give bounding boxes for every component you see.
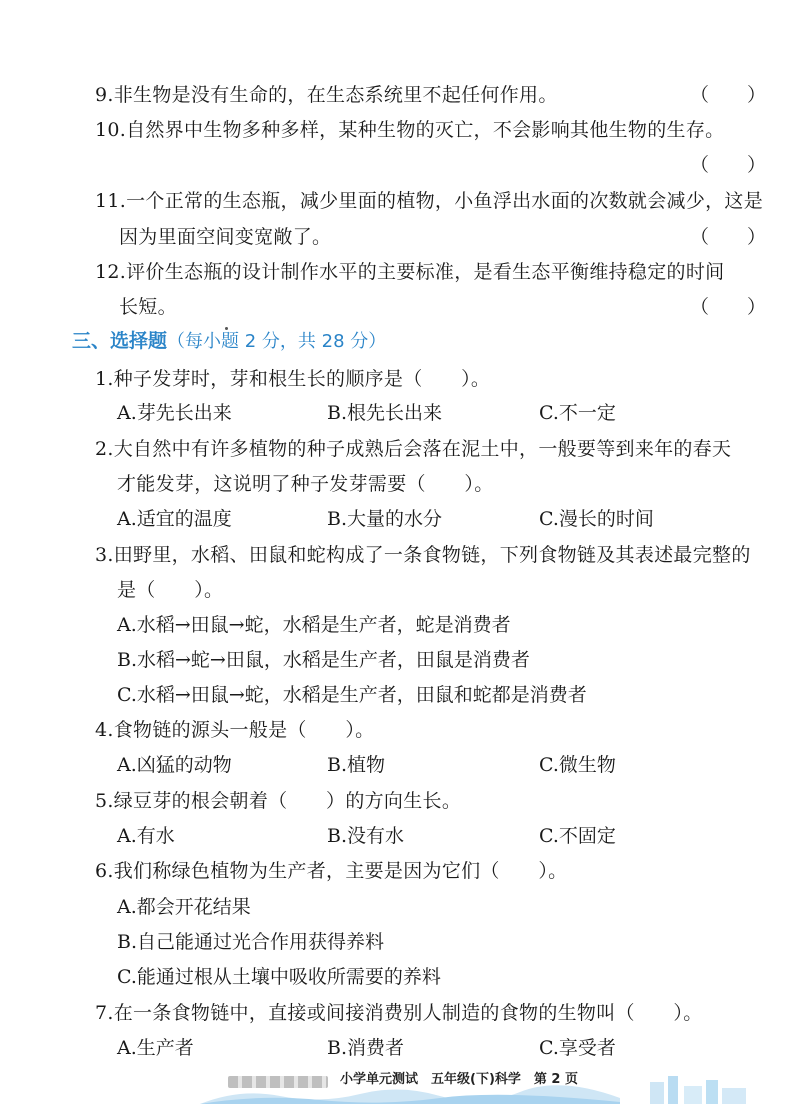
question-2-option-c: C.漫长的时间 (539, 508, 654, 530)
question-3-stem: 3.田野里，水稻、田鼠和蛇构成了一条食物链，下列食物链及其表述最完整的 (95, 544, 751, 566)
question-1-stem: 1.种子发芽时，芽和根生长的顺序是（ ）。 (95, 368, 491, 390)
page-footer (0, 1068, 798, 1104)
question-7-option-a: A.生产者 (117, 1037, 194, 1059)
question-5-option-a: A.有水 (117, 825, 175, 847)
question-1-option-c: C.不一定 (539, 402, 616, 424)
question-7-option-b: B.消费者 (327, 1037, 405, 1059)
question-5-stem: 5.绿豆芽的根会朝着（ ）的方向生长。 (95, 790, 462, 812)
section-title-text: 三、选择题 (72, 330, 168, 352)
question-6-option-a: A.都会开花结果 (117, 896, 251, 918)
question-3-option-a: A.水稻→田鼠→蛇，水稻是生产者，蛇是消费者 (117, 614, 511, 636)
question-5-option-b: B.没有水 (327, 825, 405, 847)
question-7-stem: 7.在一条食物链中，直接或间接消费别人制造的食物的生物叫（ ）。 (95, 1002, 703, 1024)
question-2-option-b: B.大量的水分 (327, 508, 443, 530)
footer-building-decoration (640, 1072, 760, 1104)
judgment-item-12-line2: 长短。 (119, 296, 177, 318)
question-2-stem: 2.大自然中有许多植物的种子成熟后会落在泥土中，一般要等到来年的春天 (95, 438, 732, 460)
footer-page-label: 小学单元测试 五年级(下)科学 第 2 页 (340, 1072, 578, 1087)
answer-paren-11: （ ） (690, 226, 767, 248)
judgment-item-11-line2: 因为里面空间变宽敞了。 (119, 226, 332, 248)
question-1-option-b: B.根先长出来 (327, 402, 443, 424)
question-7-option-c: C.享受者 (539, 1037, 616, 1059)
judgment-item-10: 10.自然界中生物多种多样，某种生物的灭亡，不会影响其他生物的生存。 (95, 119, 725, 141)
judgment-item-12: 12.评价生态瓶的设计制作水平的主要标准，是看生态平衡维持稳定的时间 (95, 261, 725, 283)
section-score-note: （每小题 2 分，共 28 分） (167, 331, 387, 352)
answer-paren-10: （ ） (690, 154, 767, 176)
question-4-stem: 4.食物链的源头一般是（ ）。 (95, 719, 375, 741)
answer-paren-12: （ ） (690, 296, 767, 318)
answer-paren-9: （ ） (690, 84, 767, 106)
question-4-option-a: A.凶猛的动物 (117, 754, 232, 776)
footer-blurred-barcode (228, 1076, 328, 1088)
question-4-option-b: B.植物 (327, 754, 386, 776)
question-6-option-b: B.自己能通过光合作用获得养料 (117, 931, 385, 953)
judgment-item-11: 11.一个正常的生态瓶，减少里面的植物，小鱼浮出水面的次数就会减少，这是 (95, 190, 764, 212)
section-title (72, 328, 386, 355)
question-3-option-c: C.水稻→田鼠→蛇，水稻是生产者，田鼠和蛇都是消费者 (117, 684, 587, 706)
question-2-option-a: A.适宜的温度 (117, 508, 232, 530)
question-3-stem-line2: 是（ ）。 (117, 579, 224, 601)
question-6-option-c: C.能通过根从土壤中吸收所需要的养料 (117, 966, 441, 988)
question-4-option-c: C.微生物 (539, 754, 616, 776)
question-5-option-c: C.不固定 (539, 825, 616, 847)
question-6-stem: 6.我们称绿色植物为生产者，主要是因为它们（ ）。 (95, 860, 568, 882)
question-2-stem-line2: 才能发芽，这说明了种子发芽需要（ ）。 (117, 473, 494, 495)
question-1-option-a: A.芽先长出来 (117, 402, 232, 424)
judgment-item-9: 9.非生物是没有生命的，在生态系统里不起任何作用。 (95, 84, 558, 106)
question-3-option-b: B.水稻→蛇→田鼠，水稻是生产者，田鼠是消费者 (117, 649, 530, 671)
